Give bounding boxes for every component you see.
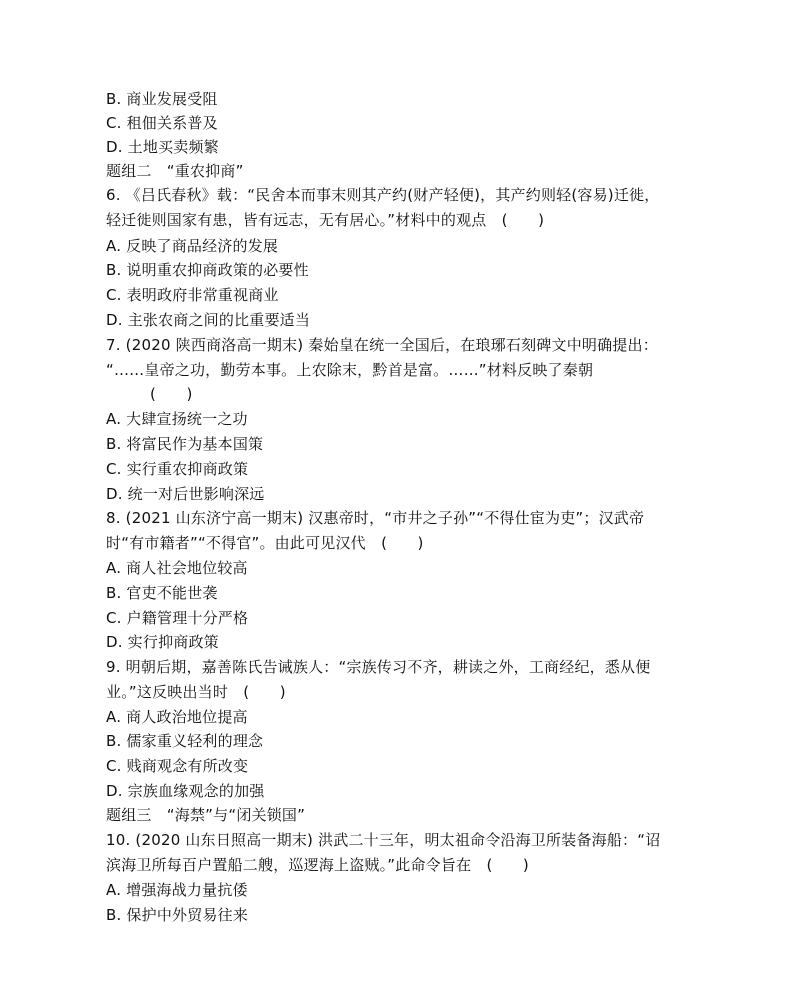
q8-option-c: C. 户籍管理十分严格	[106, 609, 249, 627]
question-8-stem-line-1: 8. (2021 山东济宁高一期末) 汉惠帝时，“市井之子孙”“不得仕宦为吏”；汉武帝	[106, 509, 645, 527]
q9-option-a: A. 商人政治地位提高	[106, 708, 248, 726]
q8-option-a: A. 商人社会地位较高	[106, 559, 248, 577]
question-9-stem-line-2: 业。”这反映出当时 ( )	[106, 683, 286, 701]
q8-option-b: B. 官吏不能世袭	[106, 584, 218, 602]
question-9-stem-line-1: 9. 明朝后期，嘉善陈氏告诫族人：“宗族传习不齐，耕读之外，工商经纪，悉从便	[106, 658, 651, 676]
question-8-stem-line-2: 时“有市籍者”“不得官”。由此可见汉代 ( )	[106, 534, 424, 552]
option-c-tenancy: C. 租佃关系普及	[106, 114, 218, 132]
q6-option-a: A. 反映了商品经济的发展	[106, 237, 279, 255]
section-heading-group-two: 题组二 “重农抑商”	[106, 162, 244, 180]
question-7-stem-line-2: “……皇帝之功，勤劳本事。上农除末，黔首是富。……”材料反映了秦朝	[106, 361, 594, 379]
q10-option-a: A. 增强海战力量抗倭	[106, 881, 248, 899]
question-6-stem-line-1: 6. 《吕氏春秋》载：“民舍本而事末则其产约(财产轻便)，其产约则轻(容易)迁徙，	[106, 186, 660, 204]
question-10-stem-line-1: 10. (2020 山东日照高一期末) 洪武二十三年，明太祖命令沿海卫所装备海船：“诏	[106, 831, 661, 849]
q10-option-b: B. 保护中外贸易往来	[106, 906, 249, 924]
q6-option-d: D. 主张农商之间的比重要适当	[106, 311, 311, 329]
q6-option-b: B. 说明重农抑商政策的必要性	[106, 261, 309, 279]
section-heading-group-three: 题组三 “海禁”与“闭关锁国”	[106, 806, 306, 824]
question-6-stem-line-2: 轻迁徙则国家有患，皆有远志，无有居心。”材料中的观点 ( )	[106, 211, 545, 229]
q9-option-b: B. 儒家重义轻利的理念	[106, 732, 264, 750]
q6-option-c: C. 表明政府非常重视商业	[106, 286, 279, 304]
option-d-land-trade: D. 土地买卖频繁	[106, 138, 219, 156]
option-b-commerce-blocked: B. 商业发展受阻	[106, 90, 218, 108]
q7-option-b: B. 将富民作为基本国策	[106, 435, 264, 453]
q7-option-c: C. 实行重农抑商政策	[106, 460, 249, 478]
q9-option-d: D. 宗族血缘观念的加强	[106, 782, 265, 800]
q9-option-c: C. 贱商观念有所改变	[106, 757, 249, 775]
q8-option-d: D. 实行抑商政策	[106, 633, 219, 651]
question-7-answer-paren: ( )	[150, 385, 193, 403]
question-10-stem-line-2: 滨海卫所每百户置船二艘，巡逻海上盗贼。”此命令旨在 ( )	[106, 856, 529, 874]
question-7-stem-line-1: 7. (2020 陕西商洛高一期末) 秦始皇在统一全国后，在琅琊石刻碑文中明确提出：	[106, 336, 658, 354]
q7-option-a: A. 大肆宣扬统一之功	[106, 410, 248, 428]
q7-option-d: D. 统一对后世影响深远	[106, 485, 265, 503]
